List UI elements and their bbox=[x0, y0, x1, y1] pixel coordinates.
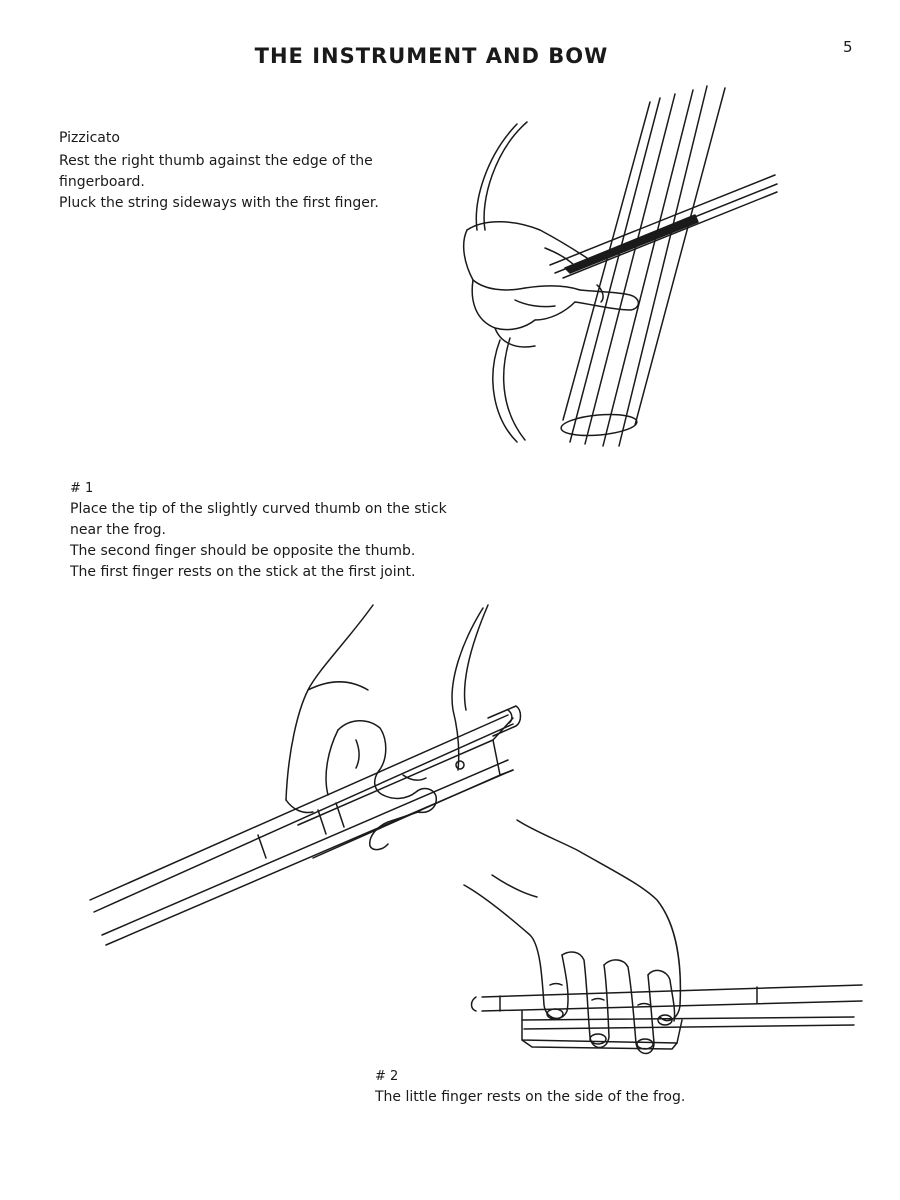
step2-section bbox=[375, 1066, 795, 1108]
step2-line-1: The little finger rests on the side of the frog. bbox=[375, 1089, 686, 1105]
frog-side-illustration bbox=[462, 815, 867, 1065]
pizzicato-heading: Pizzicato bbox=[59, 130, 120, 146]
step1-label: # 1 bbox=[70, 481, 94, 496]
pizzicato-line-2: Pluck the string sideways with the first finger. bbox=[59, 195, 379, 211]
step1-section bbox=[70, 478, 470, 583]
pizzicato-section bbox=[59, 128, 399, 214]
page-number: 5 bbox=[843, 38, 853, 56]
step2-label: # 2 bbox=[375, 1069, 399, 1084]
step1-line-2: The second finger should be opposite the thumb. bbox=[70, 543, 416, 559]
page-title: THE INSTRUMENT AND BOW bbox=[254, 44, 609, 68]
step1-line-1: Place the tip of the slightly curved thumb on the stick near the frog. bbox=[70, 501, 447, 538]
step1-line-3: The first finger rests on the stick at the first joint. bbox=[70, 564, 416, 580]
pizzicato-illustration bbox=[455, 80, 795, 450]
pizzicato-line-1: Rest the right thumb against the edge of the fingerboard. bbox=[59, 153, 373, 190]
